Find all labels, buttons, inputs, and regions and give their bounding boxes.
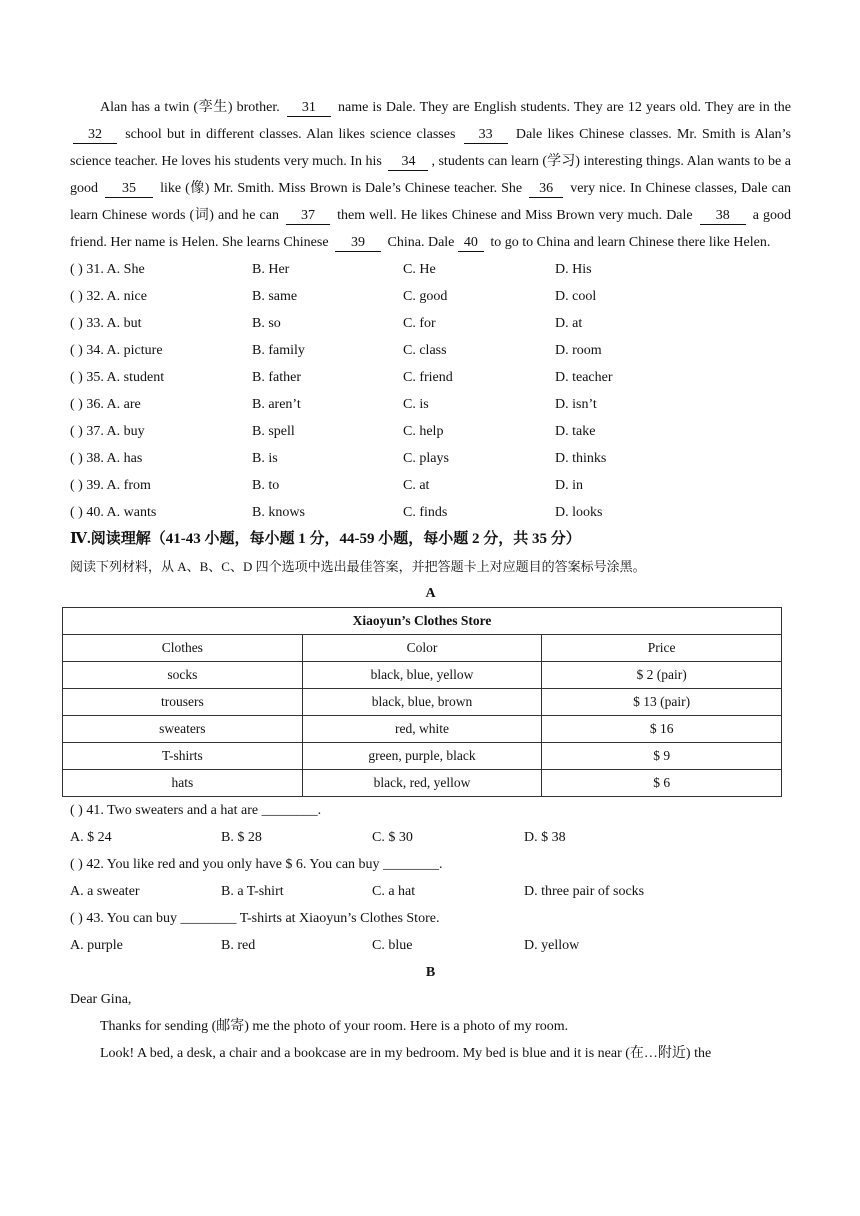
table-cell: sweaters [63, 716, 303, 743]
reading-a-questions [70, 797, 791, 959]
table-cell: $ 6 [542, 770, 782, 797]
table-row [63, 743, 782, 770]
table-cell: $ 9 [542, 743, 782, 770]
passage-label-a: A [425, 586, 436, 601]
table-cell: black, blue, yellow [302, 662, 542, 689]
question-row: ( ) 32. A. nice B. same C. good D. cool [70, 289, 597, 304]
table-cell: socks [63, 662, 303, 689]
cloze-text: name is Dale. They are English students. They are 12 years old. They are in the [338, 100, 792, 115]
column-header: Price [542, 635, 782, 662]
option-row: A. a sweater B. a T-shirt C. a hat D. three pair of socks [70, 884, 645, 899]
cloze-text: school but in different classes. Alan likes science classes [125, 127, 456, 142]
question-row: ( ) 34. A. picture B. family C. class D. room [70, 343, 602, 358]
column-header: Color [302, 635, 542, 662]
blank-38: 38 [700, 207, 746, 225]
question-row: ( ) 37. A. buy B. spell C. help D. take [70, 424, 596, 439]
blank-37: 37 [286, 207, 330, 225]
question-row: ( ) 38. A. has B. is C. plays D. thinks [70, 451, 607, 466]
table-title-row [63, 608, 782, 635]
option-row: A. $ 24 B. $ 28 C. $ 30 D. $ 38 [70, 830, 566, 845]
table-cell: black, red, yellow [302, 770, 542, 797]
blank-34: 34 [388, 153, 428, 171]
store-table [62, 607, 782, 797]
option-row: A. purple B. red C. blue D. yellow [70, 938, 580, 953]
table-cell: $ 16 [542, 716, 782, 743]
cloze-text: like (像) Mr. Smith. Miss Brown is Dale’s Chinese teacher. She [160, 181, 523, 196]
blank-32: 32 [73, 126, 117, 144]
cloze-text: Dale likes Chinese classes. Mr. Smith is Alan’s science teacher. He loves his students very much. In his [70, 127, 791, 169]
table-cell: $ 2 (pair) [542, 662, 782, 689]
blank-40: 40 [458, 234, 484, 252]
passage-label-b: B [425, 965, 436, 980]
cloze-passage [70, 94, 791, 256]
table-cell: trousers [63, 689, 303, 716]
letter-passage [70, 986, 791, 1067]
blank-39: 39 [335, 234, 381, 252]
blank-35: 35 [105, 180, 153, 198]
table-row [63, 689, 782, 716]
table-cell: red, white [302, 716, 542, 743]
cloze-text: , students can learn (学习) interesting things. Alan wants to be a good [70, 154, 792, 196]
table-header-row [63, 635, 782, 662]
question-row: ( ) 31. A. She B. Her C. He D. His [70, 262, 592, 277]
cloze-text: Alan has a twin (孪生) brother. [100, 100, 280, 115]
question-row: ( ) 39. A. from B. to C. at D. in [70, 478, 583, 493]
cloze-text: China. Dale [387, 235, 455, 250]
question-row: ( ) 40. A. wants B. knows C. finds D. looks [70, 505, 603, 520]
table-cell: $ 13 (pair) [542, 689, 782, 716]
cloze-text: to go to China and learn Chinese there like Helen. [490, 235, 771, 250]
table-row [63, 770, 782, 797]
blank-33: 33 [464, 126, 508, 144]
cloze-text: very nice. In Chinese classes, Dale can learn Chinese words (词) and he can [70, 181, 792, 223]
cloze-text: a good friend. Her name is Helen. She learns Chinese [70, 208, 792, 250]
section-title: Ⅳ.阅读理解（41-43 小题，每小题 1 分，44-59 小题，每小题 2 分，共 35 分） [70, 531, 581, 547]
table-cell: green, purple, black [302, 743, 542, 770]
question-stem: ( ) 43. You can buy ________ T-shirts at Xiaoyun’s Clothes Store. [70, 911, 440, 926]
table-row [63, 662, 782, 689]
question-row: ( ) 36. A. are B. aren’t C. is D. isn’t [70, 397, 597, 412]
question-stem: ( ) 42. You like red and you only have $ 6. You can buy ________. [70, 857, 443, 872]
blank-36: 36 [529, 180, 563, 198]
blank-31: 31 [287, 99, 331, 117]
table-cell: T-shirts [63, 743, 303, 770]
letter-paragraph: Look! A bed, a desk, a chair and a bookcase are in my bedroom. My bed is blue and it is near (在…附近) the [100, 1046, 712, 1061]
cloze-text: them well. He likes Chinese and Miss Brown very much. Dale [337, 208, 693, 223]
table-title: Xiaoyun’s Clothes Store [63, 608, 782, 635]
question-row: ( ) 35. A. student B. father C. friend D. teacher [70, 370, 613, 385]
section-instruction: 阅读下列材料，从 A、B、C、D 四个选项中选出最佳答案，并把答题卡上对应题目的答案标号涂黑。 [70, 559, 646, 574]
question-row: ( ) 33. A. but B. so C. for D. at [70, 316, 583, 331]
letter-greeting: Dear Gina, [70, 992, 132, 1007]
letter-paragraph: Thanks for sending (邮寄) me the photo of your room. Here is a photo of my room. [100, 1019, 569, 1034]
cloze-questions [70, 256, 791, 526]
table-cell: hats [63, 770, 303, 797]
table-row [63, 716, 782, 743]
column-header: Clothes [63, 635, 303, 662]
question-stem: ( ) 41. Two sweaters and a hat are ________. [70, 803, 322, 818]
table-cell: black, blue, brown [302, 689, 542, 716]
exam-page [70, 94, 791, 1067]
